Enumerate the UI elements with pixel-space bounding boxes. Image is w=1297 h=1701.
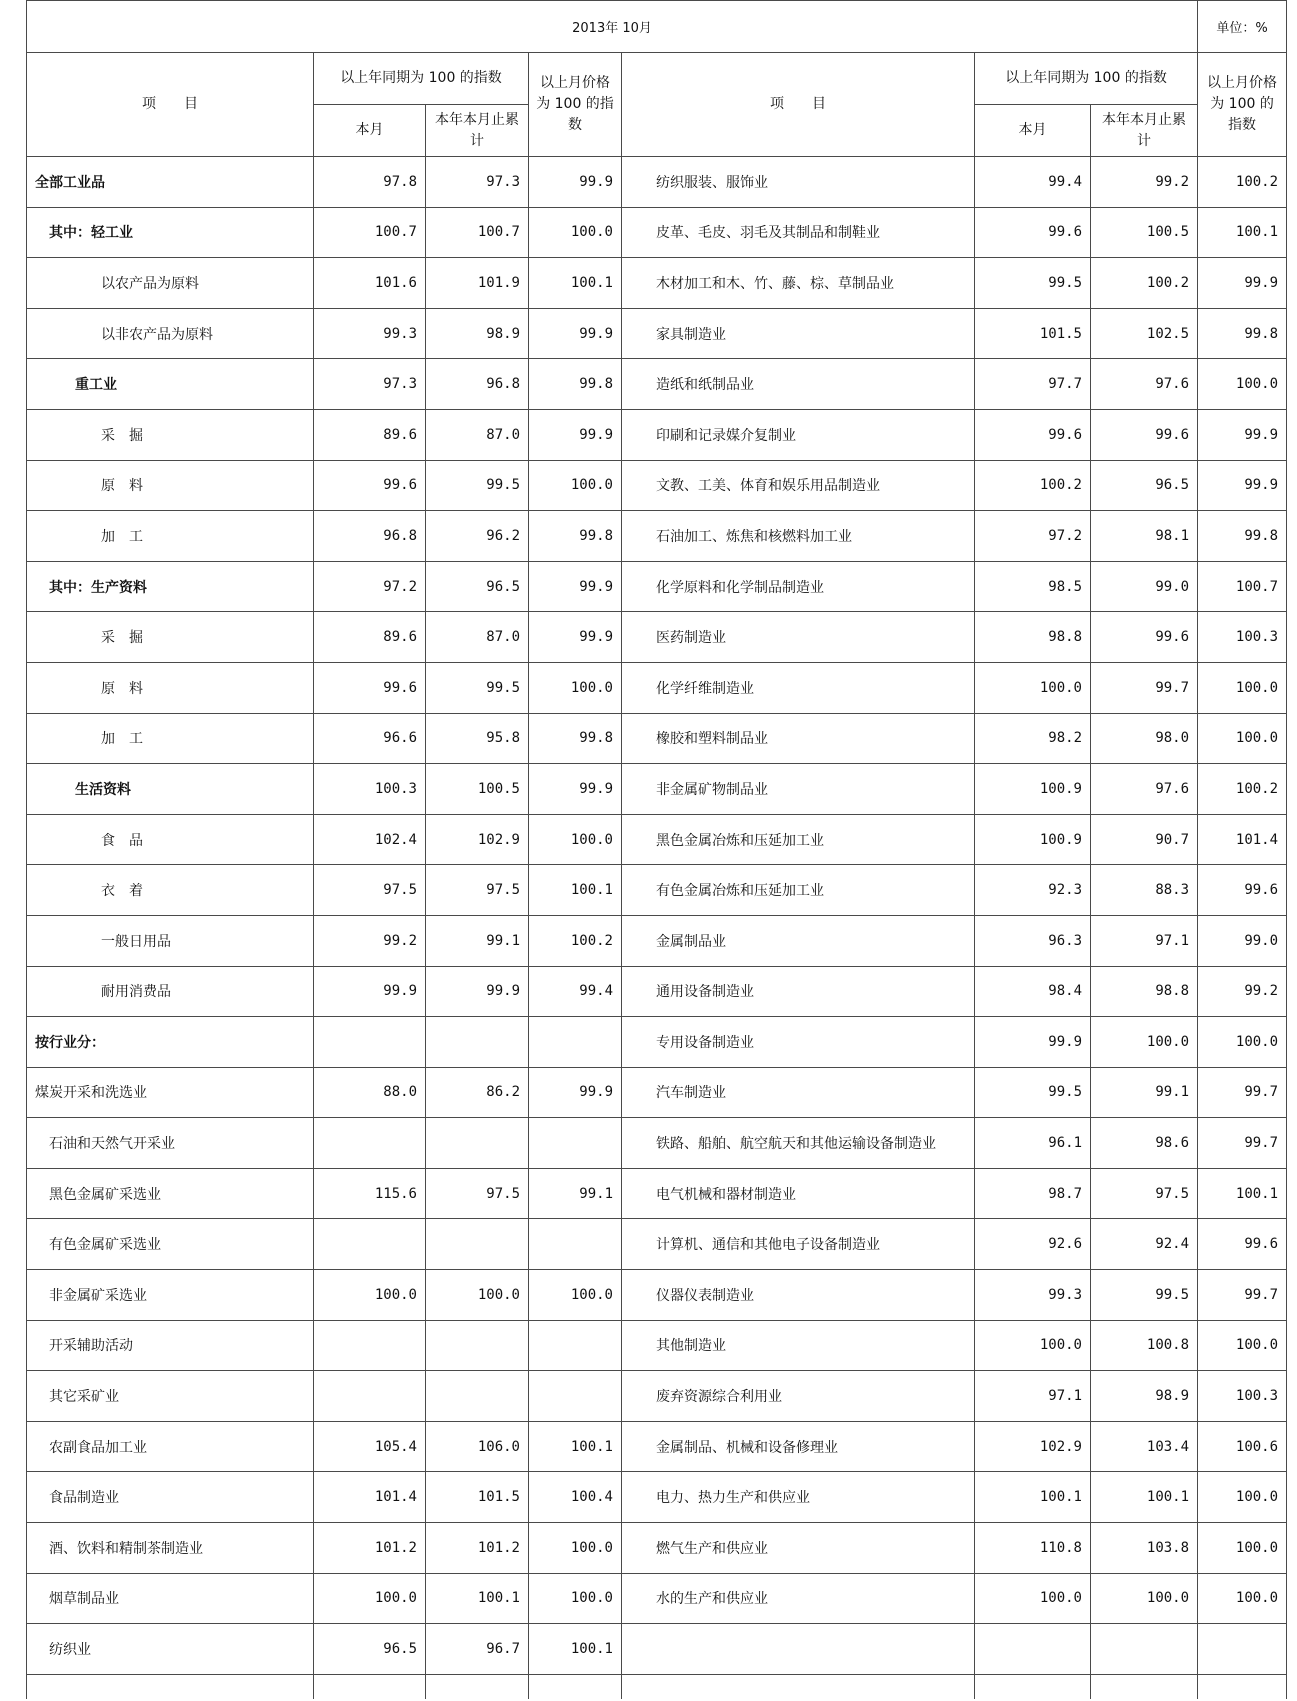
- left-mom-value: [529, 1219, 622, 1270]
- right-mom-value: 100.0: [1198, 1017, 1287, 1068]
- right-ytd-value: 100.0: [1091, 1573, 1198, 1624]
- left-mom-value: 100.1: [529, 258, 622, 309]
- empty-cell: [529, 1674, 622, 1699]
- left-item-label: 纺织业: [27, 1624, 314, 1675]
- left-this-month-value: 100.0: [314, 1270, 426, 1321]
- right-this-month-value: 98.7: [975, 1168, 1091, 1219]
- left-mom-value: 100.0: [529, 207, 622, 258]
- right-item-label: 造纸和纸制品业: [622, 359, 975, 410]
- left-this-month-value: 100.7: [314, 207, 426, 258]
- right-this-month-value: 99.6: [975, 409, 1091, 460]
- left-item-label: 其中：生产资料: [27, 561, 314, 612]
- table-row-partial: [27, 1674, 1287, 1699]
- right-this-month-value: 96.3: [975, 915, 1091, 966]
- right-item-label: 燃气生产和供应业: [622, 1523, 975, 1574]
- right-this-month-value: 100.9: [975, 814, 1091, 865]
- right-mom-value: 100.3: [1198, 612, 1287, 663]
- left-item-label: 酒、饮料和精制茶制造业: [27, 1523, 314, 1574]
- right-item-label: 纺织服装、服饰业: [622, 157, 975, 208]
- ytd-header-left: 本年本月止累计: [426, 105, 529, 157]
- right-this-month-value: 97.1: [975, 1371, 1091, 1422]
- right-this-month-value: 99.9: [975, 1017, 1091, 1068]
- left-item-label: 食 品: [27, 814, 314, 865]
- left-this-month-value: 99.6: [314, 662, 426, 713]
- right-item-label: 皮革、毛皮、羽毛及其制品和制鞋业: [622, 207, 975, 258]
- right-mom-value: 99.6: [1198, 1219, 1287, 1270]
- right-ytd-value: 98.1: [1091, 511, 1198, 562]
- right-item-label: 家具制造业: [622, 308, 975, 359]
- right-mom-value: 99.8: [1198, 511, 1287, 562]
- right-mom-value: 100.2: [1198, 764, 1287, 815]
- empty-cell: [622, 1674, 975, 1699]
- left-item-label: 石油和天然气开采业: [27, 1118, 314, 1169]
- right-item-label: 电力、热力生产和供应业: [622, 1472, 975, 1523]
- right-mom-value: 100.6: [1198, 1421, 1287, 1472]
- right-this-month-value: 101.5: [975, 308, 1091, 359]
- right-mom-value: 99.0: [1198, 915, 1287, 966]
- left-this-month-value: 100.3: [314, 764, 426, 815]
- left-this-month-value: 96.8: [314, 511, 426, 562]
- right-ytd-value: 100.5: [1091, 207, 1198, 258]
- right-this-month-value: 98.5: [975, 561, 1091, 612]
- empty-cell: [1198, 1674, 1287, 1699]
- item-header-left: 项 目: [27, 53, 314, 157]
- right-ytd-value: 98.0: [1091, 713, 1198, 764]
- right-item-label: 木材加工和木、竹、藤、棕、草制品业: [622, 258, 975, 309]
- right-this-month-value: 92.6: [975, 1219, 1091, 1270]
- left-mom-value: 100.0: [529, 460, 622, 511]
- left-item-label: 采 掘: [27, 612, 314, 663]
- left-this-month-value: 97.3: [314, 359, 426, 410]
- left-ytd-value: 86.2: [426, 1067, 529, 1118]
- right-mom-value: 100.0: [1198, 1320, 1287, 1371]
- right-this-month-value: [975, 1624, 1091, 1675]
- left-item-label: 食品制造业: [27, 1472, 314, 1523]
- left-mom-value: [529, 1320, 622, 1371]
- title-row: [27, 1, 1287, 53]
- item-header-right: 项 目: [622, 53, 975, 157]
- left-item-label: 农副食品加工业: [27, 1421, 314, 1472]
- left-this-month-value: 101.6: [314, 258, 426, 309]
- right-this-month-value: 100.0: [975, 662, 1091, 713]
- header-row-1: [27, 53, 1287, 105]
- left-item-label: 生活资料: [27, 764, 314, 815]
- left-this-month-value: 115.6: [314, 1168, 426, 1219]
- left-ytd-value: 96.2: [426, 511, 529, 562]
- right-this-month-value: 99.5: [975, 258, 1091, 309]
- right-item-label: 其他制造业: [622, 1320, 975, 1371]
- right-mom-value: 99.6: [1198, 865, 1287, 916]
- empty-cell: [426, 1674, 529, 1699]
- table-row: [27, 1219, 1287, 1270]
- left-this-month-value: 97.5: [314, 865, 426, 916]
- right-mom-value: 99.2: [1198, 966, 1287, 1017]
- right-mom-value: 99.8: [1198, 308, 1287, 359]
- right-ytd-value: 102.5: [1091, 308, 1198, 359]
- right-item-label: 金属制品、机械和设备修理业: [622, 1421, 975, 1472]
- left-this-month-value: 88.0: [314, 1067, 426, 1118]
- left-this-month-value: [314, 1219, 426, 1270]
- right-this-month-value: 99.4: [975, 157, 1091, 208]
- left-mom-value: 100.2: [529, 915, 622, 966]
- left-item-label: 一般日用品: [27, 915, 314, 966]
- right-item-label: 金属制品业: [622, 915, 975, 966]
- table-row: [27, 258, 1287, 309]
- table-row: [27, 1523, 1287, 1574]
- table-row: [27, 1320, 1287, 1371]
- left-mom-value: 99.8: [529, 713, 622, 764]
- left-ytd-value: 106.0: [426, 1421, 529, 1472]
- right-mom-value: 100.0: [1198, 1573, 1287, 1624]
- table-row: [27, 511, 1287, 562]
- left-item-label: 加 工: [27, 713, 314, 764]
- right-this-month-value: 98.2: [975, 713, 1091, 764]
- left-mom-value: 100.4: [529, 1472, 622, 1523]
- table-row: [27, 561, 1287, 612]
- period-label: 2013年 10月: [27, 1, 1198, 53]
- right-mom-value: 100.0: [1198, 662, 1287, 713]
- right-this-month-value: 100.2: [975, 460, 1091, 511]
- table-row: [27, 207, 1287, 258]
- right-item-label: 医药制造业: [622, 612, 975, 663]
- left-ytd-value: 96.5: [426, 561, 529, 612]
- right-ytd-value: 97.5: [1091, 1168, 1198, 1219]
- left-ytd-value: [426, 1219, 529, 1270]
- right-mom-value: 100.0: [1198, 713, 1287, 764]
- left-mom-value: 100.0: [529, 1573, 622, 1624]
- left-this-month-value: [314, 1118, 426, 1169]
- left-mom-value: [529, 1017, 622, 1068]
- left-ytd-value: 100.5: [426, 764, 529, 815]
- right-item-label: 非金属矿物制品业: [622, 764, 975, 815]
- right-item-label: 电气机械和器材制造业: [622, 1168, 975, 1219]
- right-ytd-value: 97.6: [1091, 764, 1198, 815]
- mom-header-left: 以上月价格为 100 的指数: [529, 53, 622, 157]
- right-mom-value: 99.7: [1198, 1118, 1287, 1169]
- right-mom-value: 99.7: [1198, 1067, 1287, 1118]
- left-ytd-value: [426, 1118, 529, 1169]
- left-item-label: 其它采矿业: [27, 1371, 314, 1422]
- yoy-header-right: 以上年同期为 100 的指数: [975, 53, 1198, 105]
- right-ytd-value: 100.0: [1091, 1017, 1198, 1068]
- left-ytd-value: 99.9: [426, 966, 529, 1017]
- left-this-month-value: 99.3: [314, 308, 426, 359]
- right-this-month-value: 110.8: [975, 1523, 1091, 1574]
- right-item-label: 化学原料和化学制品制造业: [622, 561, 975, 612]
- right-this-month-value: 100.9: [975, 764, 1091, 815]
- left-mom-value: 99.9: [529, 157, 622, 208]
- right-this-month-value: 100.0: [975, 1573, 1091, 1624]
- left-ytd-value: [426, 1371, 529, 1422]
- table-row: [27, 1168, 1287, 1219]
- right-item-label: 橡胶和塑料制品业: [622, 713, 975, 764]
- left-this-month-value: 97.8: [314, 157, 426, 208]
- right-this-month-value: 99.5: [975, 1067, 1091, 1118]
- left-ytd-value: 95.8: [426, 713, 529, 764]
- left-ytd-value: 97.5: [426, 865, 529, 916]
- right-ytd-value: 99.6: [1091, 409, 1198, 460]
- left-ytd-value: 101.2: [426, 1523, 529, 1574]
- right-ytd-value: 99.5: [1091, 1270, 1198, 1321]
- table-row: [27, 662, 1287, 713]
- empty-cell: [27, 1674, 314, 1699]
- table-row: [27, 612, 1287, 663]
- left-this-month-value: [314, 1320, 426, 1371]
- right-mom-value: 100.0: [1198, 359, 1287, 410]
- right-item-label: 石油加工、炼焦和核燃料加工业: [622, 511, 975, 562]
- right-mom-value: 99.7: [1198, 1270, 1287, 1321]
- right-item-label: 水的生产和供应业: [622, 1573, 975, 1624]
- left-ytd-value: [426, 1017, 529, 1068]
- right-item-label: 废弃资源综合利用业: [622, 1371, 975, 1422]
- left-this-month-value: 99.9: [314, 966, 426, 1017]
- left-ytd-value: 97.3: [426, 157, 529, 208]
- right-mom-value: 100.1: [1198, 207, 1287, 258]
- yoy-header-left: 以上年同期为 100 的指数: [314, 53, 529, 105]
- table-row: [27, 814, 1287, 865]
- right-ytd-value: 92.4: [1091, 1219, 1198, 1270]
- left-item-label: 其中：轻工业: [27, 207, 314, 258]
- empty-cell: [314, 1674, 426, 1699]
- right-this-month-value: 97.2: [975, 511, 1091, 562]
- left-ytd-value: 99.5: [426, 662, 529, 713]
- left-this-month-value: 96.5: [314, 1624, 426, 1675]
- left-ytd-value: 87.0: [426, 409, 529, 460]
- left-item-label: 按行业分：: [27, 1017, 314, 1068]
- table-row: [27, 308, 1287, 359]
- table-row: [27, 1270, 1287, 1321]
- this-month-header-left: 本月: [314, 105, 426, 157]
- right-item-label: 有色金属冶炼和压延加工业: [622, 865, 975, 916]
- table-row: [27, 157, 1287, 208]
- right-item-label: [622, 1624, 975, 1675]
- left-this-month-value: 105.4: [314, 1421, 426, 1472]
- right-mom-value: 100.7: [1198, 561, 1287, 612]
- table-row: [27, 865, 1287, 916]
- left-item-label: 原 料: [27, 662, 314, 713]
- left-this-month-value: 101.2: [314, 1523, 426, 1574]
- right-mom-value: 100.0: [1198, 1472, 1287, 1523]
- left-this-month-value: 97.2: [314, 561, 426, 612]
- left-ytd-value: 101.5: [426, 1472, 529, 1523]
- left-mom-value: 99.9: [529, 561, 622, 612]
- left-item-label: 以非农产品为原料: [27, 308, 314, 359]
- table-row: [27, 1371, 1287, 1422]
- right-ytd-value: 88.3: [1091, 865, 1198, 916]
- table-row: [27, 1624, 1287, 1675]
- left-ytd-value: 98.9: [426, 308, 529, 359]
- left-this-month-value: 89.6: [314, 612, 426, 663]
- ytd-header-right: 本年本月止累计: [1091, 105, 1198, 157]
- left-mom-value: 99.9: [529, 409, 622, 460]
- right-item-label: 仪器仪表制造业: [622, 1270, 975, 1321]
- right-item-label: 印刷和记录媒介复制业: [622, 409, 975, 460]
- table-row: [27, 1017, 1287, 1068]
- left-ytd-value: 96.7: [426, 1624, 529, 1675]
- right-ytd-value: [1091, 1624, 1198, 1675]
- table-row: [27, 713, 1287, 764]
- left-ytd-value: 101.9: [426, 258, 529, 309]
- table-row: [27, 1067, 1287, 1118]
- empty-cell: [1091, 1674, 1198, 1699]
- left-mom-value: 100.1: [529, 1421, 622, 1472]
- right-this-month-value: 99.6: [975, 207, 1091, 258]
- right-mom-value: 99.9: [1198, 409, 1287, 460]
- left-item-label: 有色金属矿采选业: [27, 1219, 314, 1270]
- left-mom-value: 100.1: [529, 865, 622, 916]
- left-mom-value: 100.0: [529, 1270, 622, 1321]
- right-item-label: 汽车制造业: [622, 1067, 975, 1118]
- left-ytd-value: [426, 1320, 529, 1371]
- table-row: [27, 764, 1287, 815]
- right-ytd-value: 99.0: [1091, 561, 1198, 612]
- right-this-month-value: 98.4: [975, 966, 1091, 1017]
- table-row: [27, 460, 1287, 511]
- left-item-label: 全部工业品: [27, 157, 314, 208]
- table-row: [27, 1421, 1287, 1472]
- left-ytd-value: 102.9: [426, 814, 529, 865]
- left-mom-value: 100.0: [529, 814, 622, 865]
- unit-label: 单位：%: [1198, 1, 1287, 53]
- right-ytd-value: 98.9: [1091, 1371, 1198, 1422]
- left-mom-value: 99.9: [529, 612, 622, 663]
- left-mom-value: 99.9: [529, 1067, 622, 1118]
- left-mom-value: 99.9: [529, 764, 622, 815]
- empty-cell: [975, 1674, 1091, 1699]
- left-item-label: 原 料: [27, 460, 314, 511]
- right-ytd-value: 99.1: [1091, 1067, 1198, 1118]
- table-row: [27, 1118, 1287, 1169]
- right-ytd-value: 98.8: [1091, 966, 1198, 1017]
- right-item-label: 计算机、通信和其他电子设备制造业: [622, 1219, 975, 1270]
- table-row: [27, 409, 1287, 460]
- right-ytd-value: 99.7: [1091, 662, 1198, 713]
- right-item-label: 铁路、船舶、航空航天和其他运输设备制造业: [622, 1118, 975, 1169]
- left-item-label: 以农产品为原料: [27, 258, 314, 309]
- left-mom-value: 99.9: [529, 308, 622, 359]
- right-this-month-value: 96.1: [975, 1118, 1091, 1169]
- right-mom-value: 99.9: [1198, 460, 1287, 511]
- table-row: [27, 915, 1287, 966]
- right-mom-value: 100.3: [1198, 1371, 1287, 1422]
- right-ytd-value: 103.4: [1091, 1421, 1198, 1472]
- right-mom-value: 100.1: [1198, 1168, 1287, 1219]
- right-mom-value: 100.0: [1198, 1523, 1287, 1574]
- table-row: [27, 1573, 1287, 1624]
- table-row: [27, 359, 1287, 410]
- left-item-label: 烟草制品业: [27, 1573, 314, 1624]
- left-mom-value: 100.1: [529, 1624, 622, 1675]
- left-mom-value: 99.8: [529, 359, 622, 410]
- left-mom-value: 100.0: [529, 1523, 622, 1574]
- left-this-month-value: 96.6: [314, 713, 426, 764]
- left-mom-value: 99.8: [529, 511, 622, 562]
- left-mom-value: [529, 1118, 622, 1169]
- left-this-month-value: [314, 1017, 426, 1068]
- mom-header-right: 以上月价格为 100 的指数: [1198, 53, 1287, 157]
- left-mom-value: 100.0: [529, 662, 622, 713]
- this-month-header-right: 本月: [975, 105, 1091, 157]
- left-this-month-value: 99.2: [314, 915, 426, 966]
- right-this-month-value: 100.0: [975, 1320, 1091, 1371]
- left-ytd-value: 100.7: [426, 207, 529, 258]
- left-this-month-value: 102.4: [314, 814, 426, 865]
- left-item-label: 耐用消费品: [27, 966, 314, 1017]
- right-ytd-value: 98.6: [1091, 1118, 1198, 1169]
- right-item-label: 文教、工美、体育和娱乐用品制造业: [622, 460, 975, 511]
- left-item-label: 采 掘: [27, 409, 314, 460]
- left-this-month-value: 99.6: [314, 460, 426, 511]
- left-ytd-value: 100.1: [426, 1573, 529, 1624]
- left-item-label: 衣 着: [27, 865, 314, 916]
- right-this-month-value: 102.9: [975, 1421, 1091, 1472]
- right-item-label: 专用设备制造业: [622, 1017, 975, 1068]
- right-mom-value: 99.9: [1198, 258, 1287, 309]
- price-index-table: [26, 0, 1287, 1699]
- right-this-month-value: 99.3: [975, 1270, 1091, 1321]
- right-mom-value: 101.4: [1198, 814, 1287, 865]
- left-ytd-value: 97.5: [426, 1168, 529, 1219]
- right-ytd-value: 99.2: [1091, 157, 1198, 208]
- right-this-month-value: 100.1: [975, 1472, 1091, 1523]
- right-item-label: 通用设备制造业: [622, 966, 975, 1017]
- right-item-label: 黑色金属冶炼和压延加工业: [622, 814, 975, 865]
- left-item-label: 加 工: [27, 511, 314, 562]
- left-this-month-value: 89.6: [314, 409, 426, 460]
- right-ytd-value: 97.1: [1091, 915, 1198, 966]
- table-row: [27, 1472, 1287, 1523]
- left-mom-value: [529, 1371, 622, 1422]
- left-this-month-value: 100.0: [314, 1573, 426, 1624]
- left-ytd-value: 99.5: [426, 460, 529, 511]
- left-item-label: 重工业: [27, 359, 314, 410]
- left-this-month-value: 101.4: [314, 1472, 426, 1523]
- left-item-label: 黑色金属矿采选业: [27, 1168, 314, 1219]
- right-this-month-value: 92.3: [975, 865, 1091, 916]
- table-row: [27, 966, 1287, 1017]
- right-mom-value: [1198, 1624, 1287, 1675]
- right-ytd-value: 100.8: [1091, 1320, 1198, 1371]
- right-this-month-value: 98.8: [975, 612, 1091, 663]
- left-ytd-value: 87.0: [426, 612, 529, 663]
- left-ytd-value: 99.1: [426, 915, 529, 966]
- right-ytd-value: 103.8: [1091, 1523, 1198, 1574]
- right-ytd-value: 100.1: [1091, 1472, 1198, 1523]
- right-item-label: 化学纤维制造业: [622, 662, 975, 713]
- right-this-month-value: 97.7: [975, 359, 1091, 410]
- right-mom-value: 100.2: [1198, 157, 1287, 208]
- left-item-label: 非金属矿采选业: [27, 1270, 314, 1321]
- right-ytd-value: 100.2: [1091, 258, 1198, 309]
- right-ytd-value: 90.7: [1091, 814, 1198, 865]
- right-ytd-value: 97.6: [1091, 359, 1198, 410]
- price-index-sheet: [26, 0, 1286, 1699]
- right-ytd-value: 99.6: [1091, 612, 1198, 663]
- left-item-label: 开采辅助活动: [27, 1320, 314, 1371]
- left-this-month-value: [314, 1371, 426, 1422]
- left-ytd-value: 100.0: [426, 1270, 529, 1321]
- right-ytd-value: 96.5: [1091, 460, 1198, 511]
- left-ytd-value: 96.8: [426, 359, 529, 410]
- left-mom-value: 99.1: [529, 1168, 622, 1219]
- left-mom-value: 99.4: [529, 966, 622, 1017]
- left-item-label: 煤炭开采和洗选业: [27, 1067, 314, 1118]
